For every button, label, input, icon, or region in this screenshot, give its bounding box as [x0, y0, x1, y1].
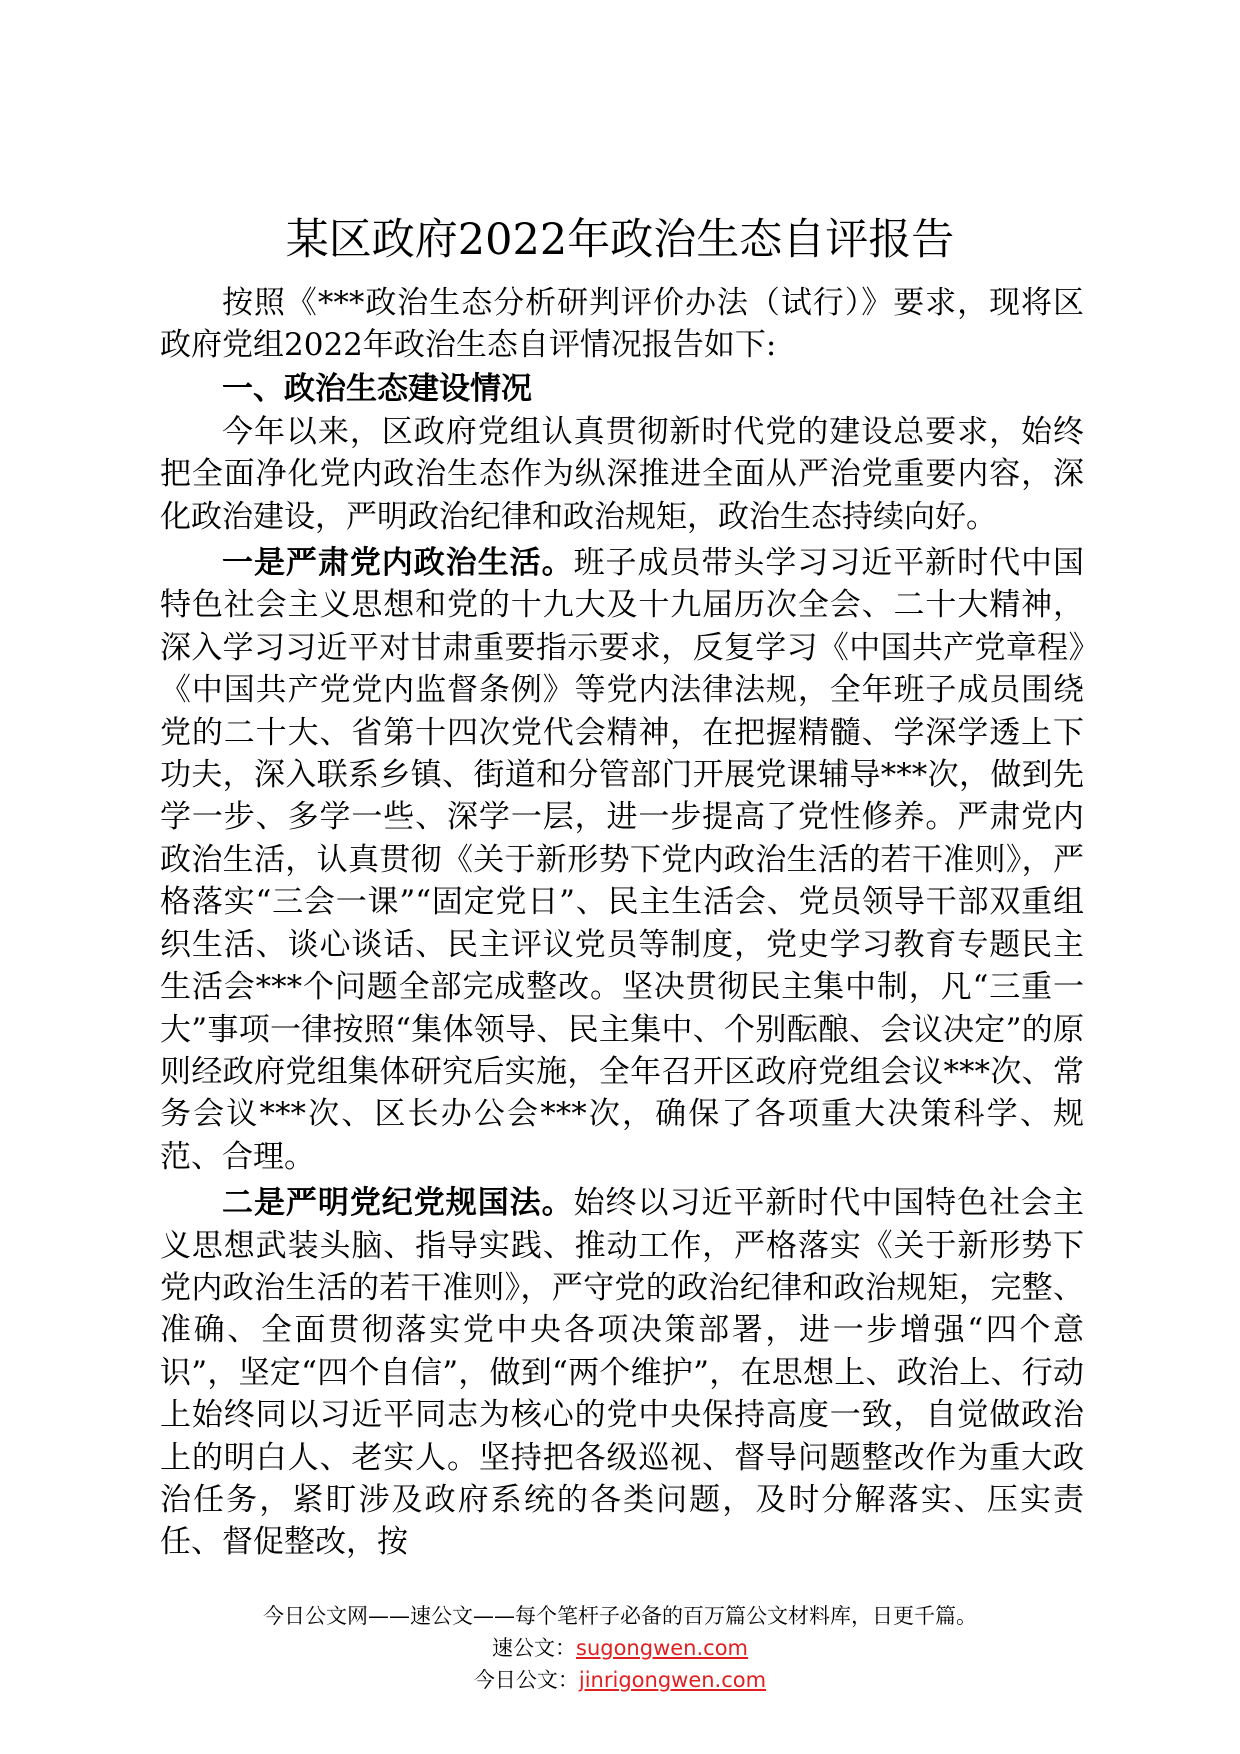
section-intro-paragraph: 今年以来，区政府党组认真贯彻新时代党的建设总要求，始终把全面净化党内政治生态作为纵深推进全面从严治党重要内容，深化政治建设，严明政治纪律和政治规矩，政治生态持续向好。 [160, 413, 1084, 535]
point-2-paragraph [160, 1182, 1084, 1564]
page-footer [0, 1600, 1240, 1696]
document-title: 某区政府2022年政治生态自评报告 [285, 215, 955, 265]
jinrigongwen-link[interactable]: jinrigongwen.com [578, 1668, 767, 1692]
footer-slogan: 今日公文网——速公文——每个笔杆子必备的百万篇公文材料库，日更千篇。 [263, 1604, 977, 1628]
point-2-lead: 二是严明党纪党规国法。 [222, 1185, 574, 1222]
point-2-text: 始终以习近平新时代中国特色社会主义思想武装头脑、指导实践、推动工作，严格落实《关于新形势下党内政治生活的若干准则》，严守党的政治纪律和政治规矩，完整、准确、全面贯彻落实党中央各项决策部署，进一步增强“四个意识”，坚定“四个自信”，做到“两个维护”，在思想上、政治上、行动上始终同以习近平同志为核心的党中央保持高度一致，自觉做政治上的明白人、老实人。坚持把各级巡视、督导问题整改作为重大政治任务，紧盯涉及政府系统的各类问题，及时分解落实、压实责任、督促整改，按 [160, 1185, 1084, 1561]
point-1-text: 班子成员带头学习习近平新时代中国特色社会主义思想和党的十九大及十九届历次全会、二十大精神，深入学习习近平对甘肃重要指示要求，反复学习《中国共产党章程》《中国共产党党内监督条例》等党内法律法规，全年班子成员围绕党的二十大、省第十四次党代会精神，在把握精髓、学深学透上下功夫，深入联系乡镇、街道和分管部门开展党课辅导***次，做到先学一步、多学一些、深学一层，进一步提高了党性修养。严肃党内政治生活，认真贯彻《关于新形势下党内政治生活的若干准则》，严格落实“三会一课”“固定党日”、民主生活会、党员领导干部双重组织生活、谈心谈话、民主评议党员等制度，党史学习教育专题民主生活会***个问题全部完成整改。坚决贯彻民主集中制，凡“三重一大”事项一律按照“集体领导、民主集中、个别酝酿、会议决定”的原则经政府党组集体研究后实施，全年召开区政府党组会议***次、常务会议***次、区长办公会***次，确保了各项重大决策科学、规范、合理。 [160, 545, 1084, 1175]
intro-paragraph: 按照《***政治生态分析研判评价办法（试行）》要求，现将区政府党组2022年政治生态自评情况报告如下: [160, 285, 1084, 364]
footer-jinrigongwen-label: 今日公文： [473, 1668, 579, 1692]
document-body [160, 282, 1084, 1564]
point-1-paragraph [160, 542, 1084, 1178]
sugongwen-link[interactable]: sugongwen.com [576, 1636, 748, 1660]
footer-jinrigongwen-line [0, 1664, 1240, 1696]
footer-sugongwen-line [0, 1632, 1240, 1664]
section-heading: 一、政治生态建设情况 [222, 370, 532, 407]
footer-sugongwen-label: 速公文： [492, 1636, 576, 1660]
point-1-lead: 一是严肃党内政治生活。 [222, 545, 574, 582]
